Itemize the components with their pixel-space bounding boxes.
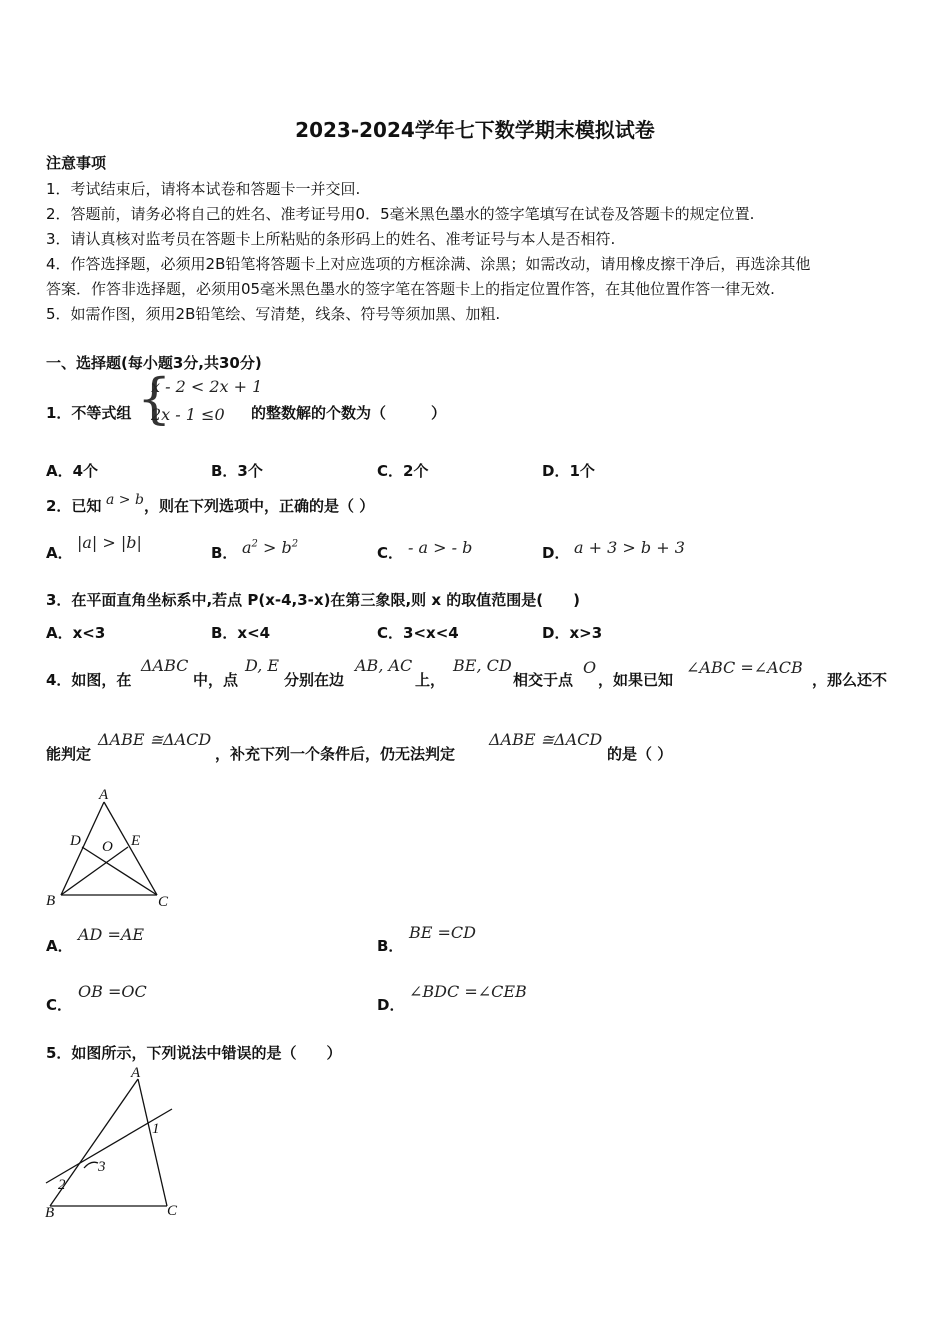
label-b: B	[46, 893, 56, 909]
q2-letter-a: A．	[46, 544, 73, 562]
q1-inequality-2: 2x - 1 ≤0	[151, 405, 225, 424]
label-e: E	[131, 833, 141, 849]
q4-option-c: OB =OC	[78, 982, 147, 1001]
q3-option-b: B．x<4	[211, 624, 271, 642]
q4-math: ΔABE ≅ΔACD	[98, 730, 212, 749]
page-title: 2023-2024学年七下数学期末模拟试卷	[295, 118, 655, 142]
q4-math: BE, CD	[453, 656, 512, 675]
q4-text: 能判定	[46, 745, 92, 763]
q4-text: 的是（ ）	[607, 745, 673, 763]
q2-option-a: |a| > |b|	[77, 533, 142, 552]
q4-text: ，那么还不	[812, 671, 888, 689]
q4-letter-d: D．	[377, 996, 405, 1014]
q5-triangle-figure	[40, 1065, 190, 1220]
q4-option-a: AD =AE	[78, 925, 145, 944]
q4-math: ∠ABC =∠ACB	[686, 658, 803, 677]
q4-option-d: ∠BDC =∠CEB	[409, 982, 527, 1001]
q4-text: 上，	[415, 671, 446, 689]
notice-item: 2．答题前，请务必将自己的姓名、准考证号用0．5毫米黑色墨水的签字笔填写在试卷及答题卡的规定位置.	[46, 205, 755, 223]
q2-option-c: - a > - b	[408, 538, 473, 557]
q2-b-rest: > b	[257, 538, 292, 557]
label-angle-3: 3	[98, 1159, 106, 1175]
notice-heading: 注意事项	[46, 154, 107, 172]
q4-text: 中，点	[193, 671, 239, 689]
q4-option-b: BE =CD	[409, 923, 476, 942]
notice-item: 1．考试结束后，请将本试卷和答题卡一并交回.	[46, 180, 361, 198]
q2-letter-c: C．	[377, 544, 404, 562]
q1-prefix: 1．不等式组	[46, 404, 132, 422]
q5-stem: 5．如图所示，下列说法中错误的是（ ）	[46, 1044, 342, 1062]
angle-arc-3	[84, 1162, 98, 1168]
q2-suffix: ，则在下列选项中，正确的是（ ）	[144, 497, 375, 515]
q4-math: O	[583, 658, 597, 677]
q4-text: ，补充下列一个条件后，仍无法判定	[215, 745, 456, 763]
section-heading: 一、选择题(每小题3分,共30分)	[46, 354, 262, 372]
q2-b-exponent: 2	[251, 538, 258, 550]
q1-inequality-1: x - 2 < 2x + 1	[151, 377, 263, 396]
edge-ab	[61, 802, 104, 895]
q1-option-a: A．4个	[46, 462, 99, 480]
q4-math: AB, AC	[355, 656, 413, 675]
q2-b-exponent: 2	[291, 538, 299, 550]
q4-math: ΔABC	[141, 656, 189, 675]
notice-item: 3．请认真核对监考员在答题卡上所粘贴的条形码上的姓名、准考证号与本人是否相符.	[46, 230, 616, 248]
q4-triangle-figure	[40, 785, 180, 915]
label-b: B	[45, 1205, 55, 1220]
q1-option-b: B．3个	[211, 462, 263, 480]
notice-item: 4．作答选择题，必须用2B铅笔将答题卡上对应选项的方框涂满、涂黑；如需改动，请用橡皮擦干净后，再选涂其他	[46, 255, 811, 273]
segment-cd	[82, 847, 157, 895]
q2-letter-d: D．	[542, 544, 570, 562]
notice-item: 5．如需作图，须用2B铅笔绘、写清楚，线条、符号等须加黑、加粗.	[46, 305, 501, 323]
q4-text: ，如果已知	[598, 671, 674, 689]
label-c: C	[167, 1203, 178, 1219]
notice-item: 答案．作答非选择题，必须用05毫米黑色墨水的签字笔在答题卡上的指定位置作答，在其他位置作答一律无效.	[46, 280, 775, 298]
q4-letter-c: C．	[46, 996, 73, 1014]
q2-condition: a > b	[106, 492, 144, 508]
q4-math: ΔABE ≅ΔACD	[489, 730, 603, 749]
edge-ac	[138, 1079, 167, 1206]
label-a: A	[99, 787, 109, 803]
q4-letter-a: A．	[46, 937, 73, 955]
q2-letter-b: B．	[211, 544, 238, 562]
q1-option-c: C．2个	[377, 462, 429, 480]
q4-text: 4．如图，在	[46, 671, 132, 689]
q1-option-d: D．1个	[542, 462, 595, 480]
q4-math: D, E	[245, 656, 280, 675]
label-angle-2: 2	[58, 1177, 66, 1193]
system-brace: {	[137, 367, 172, 430]
q4-text: 分别在边	[284, 671, 345, 689]
label-angle-1: 1	[152, 1121, 160, 1137]
label-a: A	[131, 1065, 141, 1081]
q3-option-a: A．x<3	[46, 624, 106, 642]
q4-text: 相交于点	[513, 671, 574, 689]
label-c: C	[158, 894, 169, 910]
q4-letter-b: B．	[377, 937, 404, 955]
q3-stem: 3．在平面直角坐标系中,若点 P(x-4,3-x)在第三象限,则 x 的取值范围是( )	[46, 591, 580, 609]
q3-option-d: D．x>3	[542, 624, 603, 642]
label-o: O	[102, 839, 113, 855]
q3-option-c: C．3<x<4	[377, 624, 459, 642]
q2-b-term: a	[242, 538, 252, 557]
q2-option-d: a + 3 > b + 3	[574, 538, 685, 557]
q2-prefix: 2．已知	[46, 497, 102, 515]
label-d: D	[70, 833, 81, 849]
q1-suffix: 的整数解的个数为（ ）	[251, 404, 447, 422]
segment-be	[61, 847, 128, 895]
q2-option-b	[242, 538, 298, 557]
